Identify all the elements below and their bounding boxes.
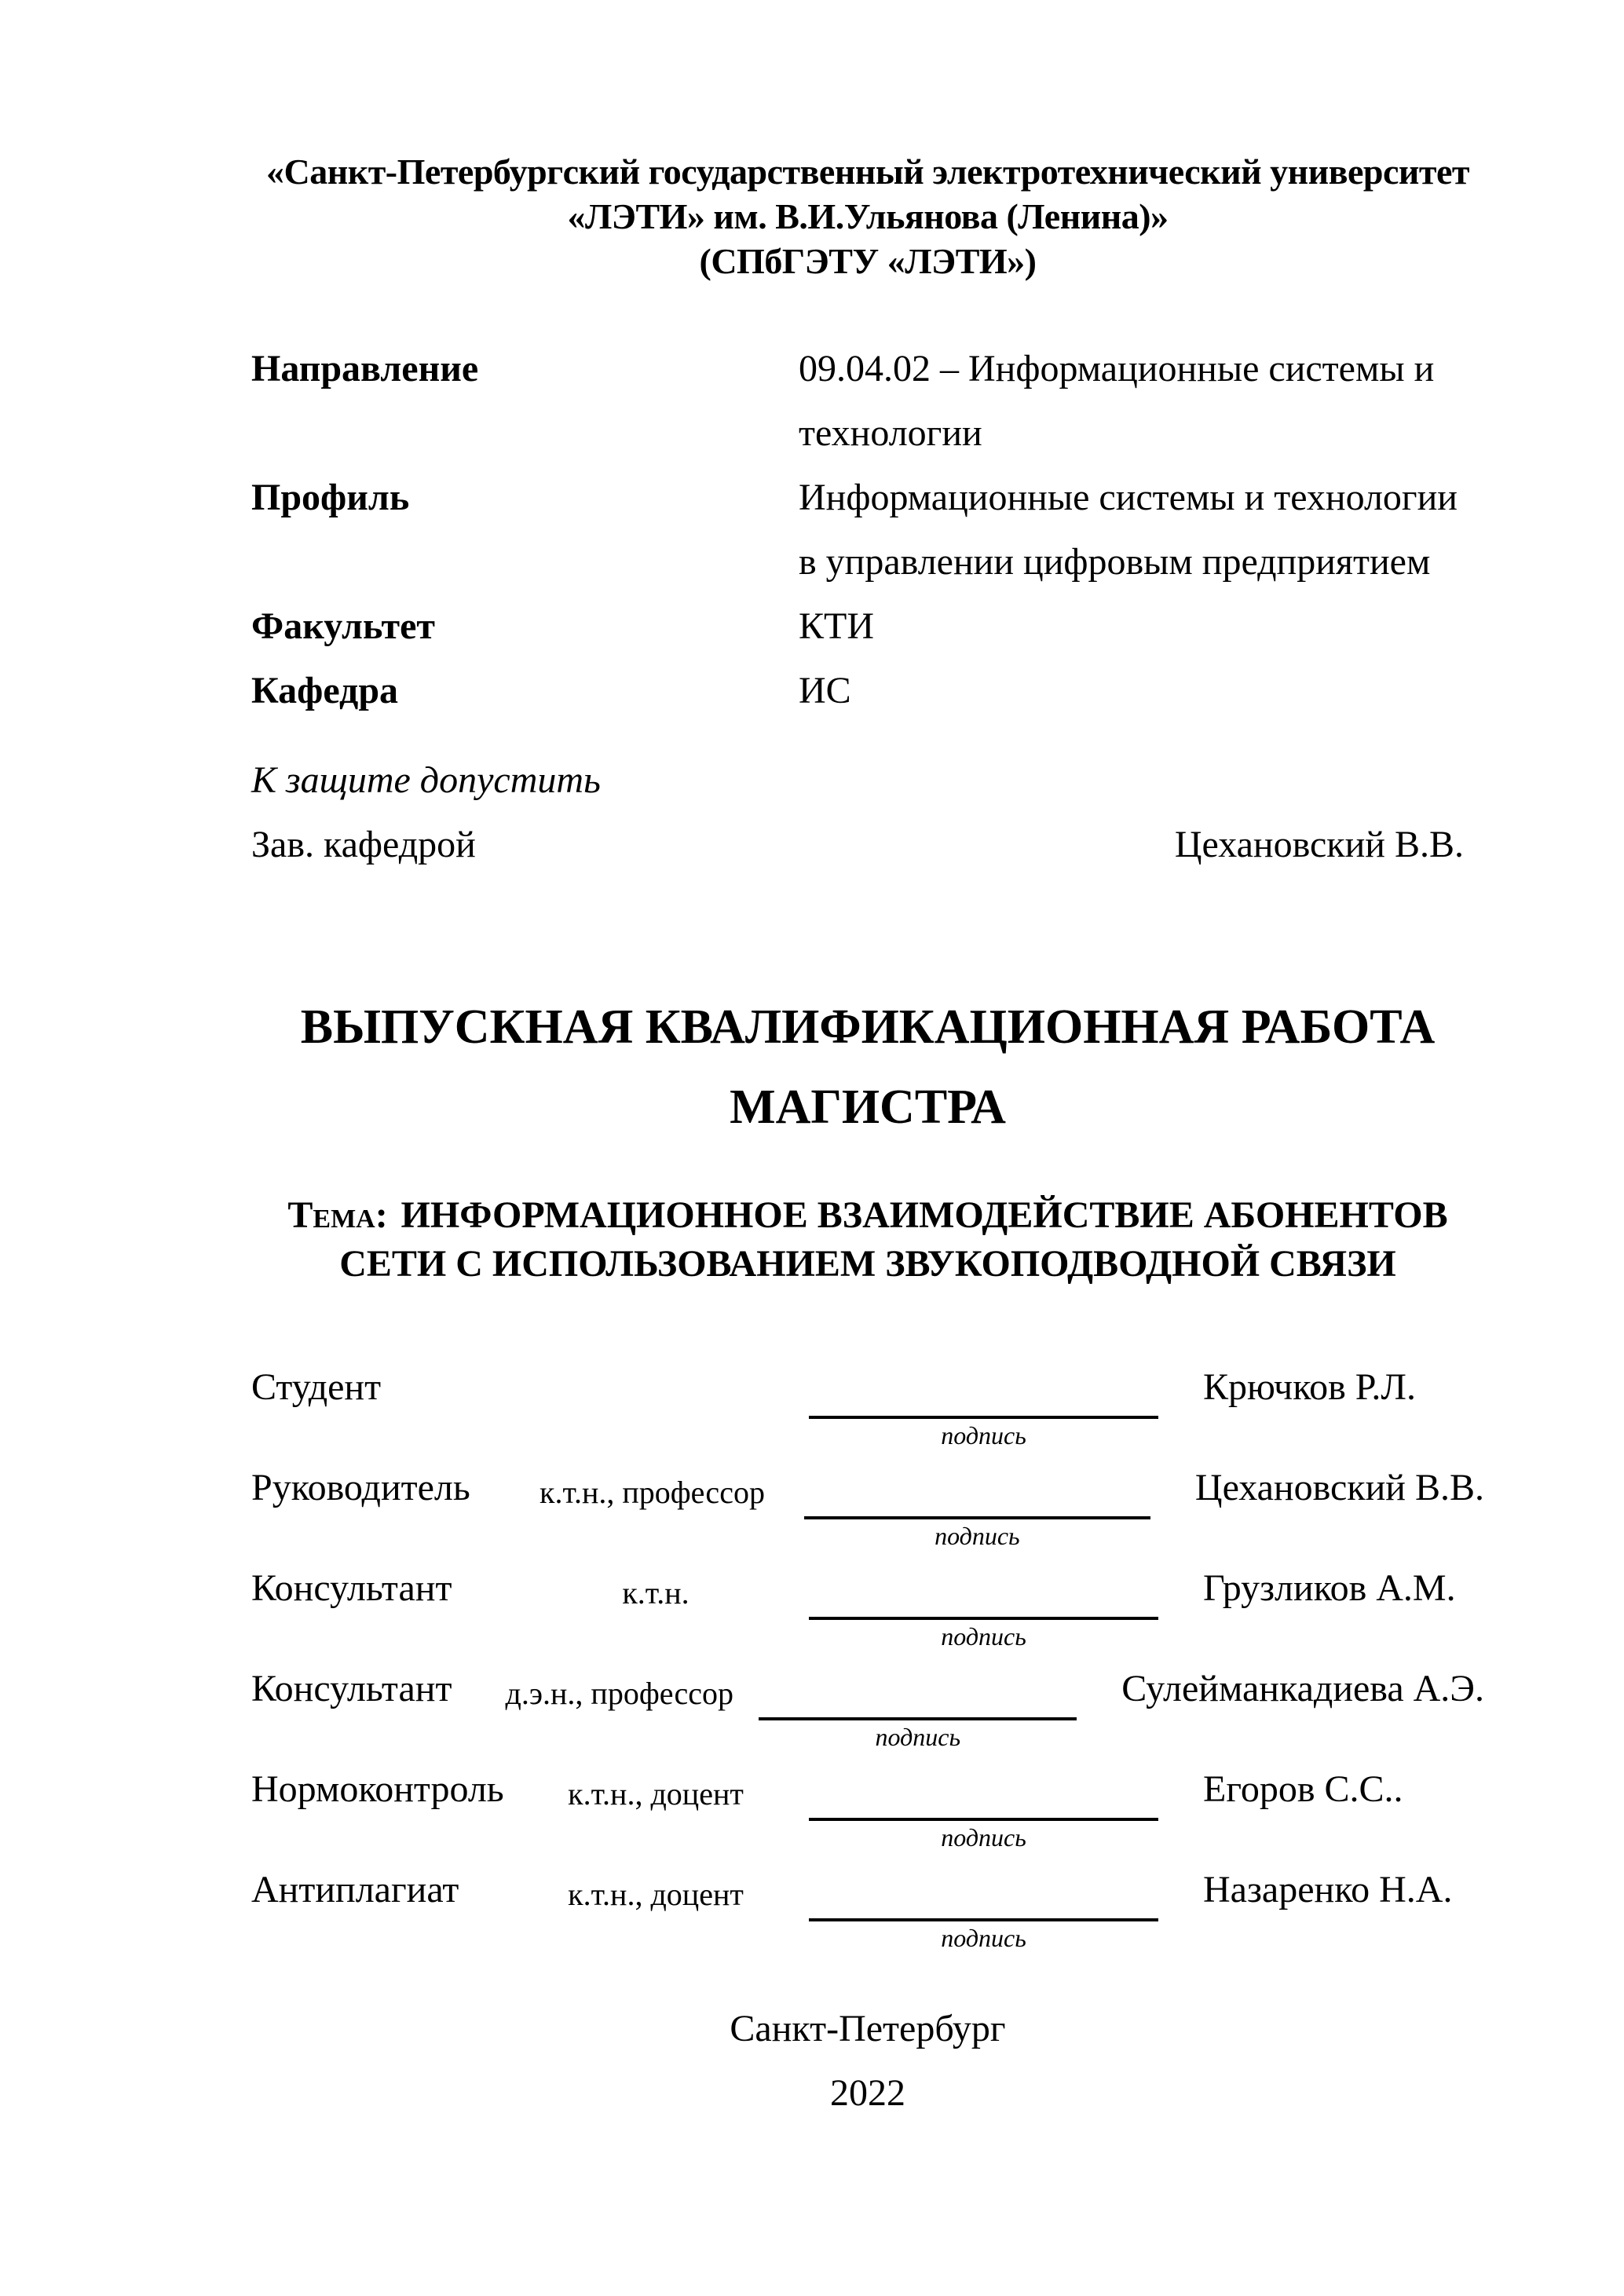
- department-head-row: [251, 813, 1484, 877]
- topic-text-line2: СЕТИ С ИСПОЛЬЗОВАНИЕМ ЗВУКОПОДВОДНОЙ СВЯЗИ: [339, 1243, 1396, 1285]
- signature-row-antiplagiarism: [251, 1866, 1484, 1967]
- field-label-department: Кафедра: [251, 670, 399, 711]
- thesis-topic: [251, 1191, 1484, 1289]
- thesis-title-line2: МАГИСТРА: [730, 1080, 1006, 1134]
- signature-row-student: [251, 1364, 1484, 1464]
- field-value-faculty: КТИ: [799, 605, 874, 647]
- signature-line: [804, 1464, 1150, 1519]
- department-head-label: Зав. кафедрой: [251, 824, 476, 865]
- signature-name: Егоров С.С..: [1203, 1768, 1403, 1810]
- signature-row-norm-control: [251, 1766, 1484, 1866]
- signature-role: Антиплагиат: [251, 1869, 459, 1910]
- signature-line: [809, 1364, 1158, 1419]
- signature-role: Руководитель: [251, 1467, 470, 1508]
- program-info-block: [251, 337, 1484, 723]
- signature-line: [809, 1866, 1158, 1921]
- field-value-profile: Информационные системы и технологии в управлении цифровым предприятием: [799, 477, 1458, 583]
- signature-degree: к.т.н., доцент: [568, 1877, 744, 1912]
- field-value-department: ИС: [799, 670, 851, 711]
- signature-field: [809, 1766, 1158, 1852]
- field-value-direction: 09.04.02 – Информационные системы и технологии: [799, 348, 1435, 454]
- signature-line: [759, 1665, 1077, 1720]
- signature-caption: подпись: [875, 1723, 961, 1751]
- defense-permit-line: К защите допустить: [251, 759, 601, 801]
- signature-row-consultant-1: [251, 1565, 1484, 1665]
- signature-degree: к.т.н., профессор: [540, 1475, 765, 1510]
- thesis-title: [251, 987, 1484, 1147]
- signature-caption: подпись: [941, 1924, 1026, 1952]
- signature-field: [759, 1665, 1077, 1752]
- footer-city: Санкт-Петербург: [730, 2008, 1006, 2049]
- university-header: [251, 149, 1484, 283]
- thesis-title-line1: ВЫПУСКНАЯ КВАЛИФИКАЦИОННАЯ РАБОТА: [300, 1000, 1436, 1054]
- topic-label: Тема:: [287, 1194, 388, 1236]
- signature-row-supervisor: [251, 1464, 1484, 1565]
- signature-row-consultant-2: [251, 1665, 1484, 1766]
- signature-degree: [503, 1364, 809, 1369]
- signature-degree: к.т.н., доцент: [568, 1776, 744, 1812]
- department-head-name: Цехановский В.В.: [1174, 824, 1464, 865]
- field-label-direction: Направление: [251, 348, 479, 389]
- signature-role: Консультант: [251, 1567, 452, 1609]
- topic-line1: [251, 1191, 1484, 1240]
- signature-role: Нормоконтроль: [251, 1768, 504, 1810]
- approval-block: [251, 748, 1484, 877]
- university-name-line2: «ЛЭТИ» им. В.И.Ульянова (Ленина)»: [567, 196, 1169, 236]
- signature-caption: подпись: [941, 1823, 1026, 1852]
- field-label-profile: Профиль: [251, 477, 410, 518]
- signature-field: [809, 1866, 1158, 1953]
- signature-degree: д.э.н., профессор: [505, 1676, 734, 1711]
- signature-name: Цехановский В.В.: [1194, 1467, 1485, 1508]
- signature-role: Студент: [251, 1366, 382, 1408]
- signature-caption: подпись: [941, 1421, 1026, 1450]
- signature-name: Сулейманкадиева А.Э.: [1121, 1668, 1484, 1709]
- signature-role: Консультант: [251, 1668, 452, 1709]
- signature-field: [809, 1565, 1158, 1651]
- field-label-faculty: Факультет: [251, 605, 435, 647]
- signature-name: Крючков Р.Л.: [1203, 1366, 1416, 1408]
- topic-text-line1: ИНФОРМАЦИОННОЕ ВЗАИМОДЕЙСТВИЕ АБОНЕНТОВ: [401, 1194, 1448, 1236]
- footer-year: 2022: [830, 2072, 905, 2114]
- signature-degree: к.т.н.: [622, 1575, 689, 1610]
- signature-line: [809, 1766, 1158, 1821]
- university-name-line1: «Санкт-Петербургский государственный электротехнический университет: [265, 152, 1470, 192]
- footer: [251, 1997, 1484, 2126]
- signature-line: [809, 1565, 1158, 1620]
- signature-name: Назаренко Н.А.: [1203, 1869, 1453, 1910]
- university-abbreviation: (СПбГЭТУ «ЛЭТИ»): [699, 241, 1037, 281]
- signature-table: [251, 1364, 1484, 1967]
- signature-caption: подпись: [935, 1522, 1020, 1550]
- signature-caption: подпись: [941, 1622, 1026, 1651]
- signature-field: [809, 1364, 1158, 1450]
- signature-field: [804, 1464, 1150, 1551]
- signature-name: Грузликов А.М.: [1203, 1567, 1456, 1609]
